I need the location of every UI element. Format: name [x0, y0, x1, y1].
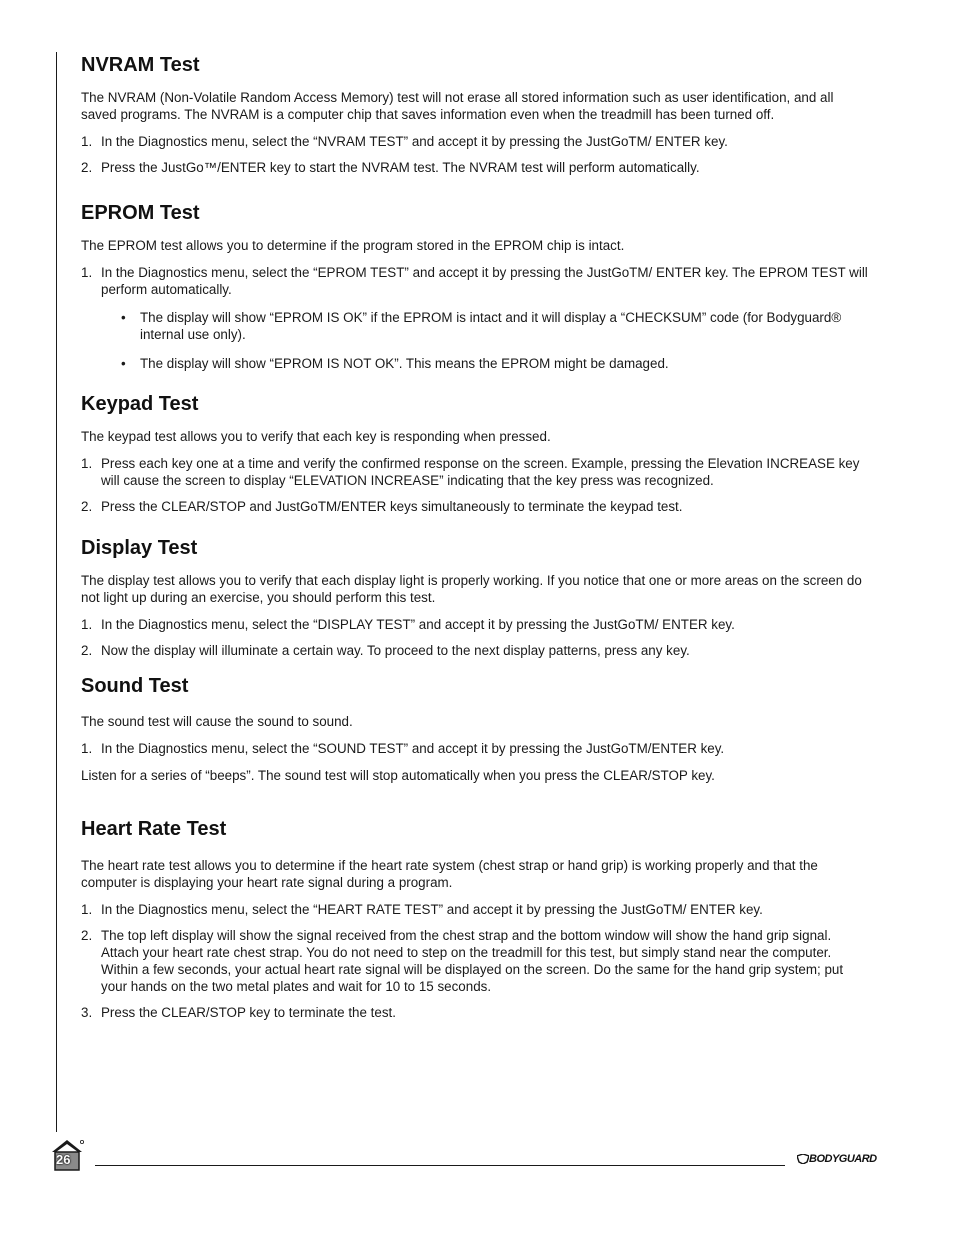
list-item — [81, 901, 871, 918]
list-item — [81, 455, 871, 489]
section-eprom-test — [81, 200, 871, 384]
step-text: In the Diagnostics menu, select the “HEART RATE TEST” and accept it by pressing the JustGoTM/ ENTER key. — [101, 902, 763, 917]
section-intro: The heart rate test allows you to determine if the heart rate system (chest strap or hand grip) is working properly and that the computer is displaying your heart rate signal during a program. — [81, 858, 818, 890]
list-item — [81, 159, 871, 176]
bullet-text: The display will show “EPROM IS OK” if the EPROM is intact and it will display a “CHECKSUM” code (for Bodyguard® internal use only). — [140, 310, 842, 342]
footer-rule — [95, 1165, 785, 1166]
list-item — [81, 498, 871, 515]
section-heart-rate-test — [81, 816, 871, 1030]
step-number: 1. — [81, 617, 93, 632]
bullet-item — [121, 309, 871, 343]
bullet-dot: • — [121, 356, 126, 371]
section-title: NVRAM Test — [81, 54, 200, 76]
step-text: Press the CLEAR/STOP key to terminate the test. — [101, 1005, 396, 1020]
section-intro: The EPROM test allows you to determine if the program stored in the EPROM chip is intact. — [81, 238, 625, 253]
section-title: Keypad Test — [81, 393, 199, 415]
bullet-item — [121, 355, 871, 372]
step-text: In the Diagnostics menu, select the “EPROM TEST” and accept it by pressing the JustGoTM/ ENTER key. The EPROM TEST will perform automatically. — [101, 265, 868, 297]
list-item — [81, 740, 871, 757]
section-title: Display Test — [81, 537, 198, 559]
step-number: 1. — [81, 902, 93, 917]
step-text: Press the CLEAR/STOP and JustGoTM/ENTER keys simultaneously to terminate the keypad test. — [101, 499, 683, 514]
section-intro: The display test allows you to verify that each display light is properly working. If you notice that one or more areas on the screen do not light up during an exercise, you should perform this test. — [81, 573, 862, 605]
step-number: 1. — [81, 741, 93, 756]
brand-name: BODYGUARD — [809, 1153, 877, 1165]
bullet-text: The display will show “EPROM IS NOT OK”. This means the EPROM might be damaged. — [140, 356, 669, 371]
steps-list — [81, 455, 871, 515]
section-title: EPROM Test — [81, 202, 200, 224]
list-item — [81, 616, 871, 633]
step-text: Press each key one at a time and verify the confirmed response on the screen. Example, pressing the Elevation INCREASE key will cause the screen to display “ELEVATION INCREASE” indicating that the key press was recognized. — [101, 456, 860, 488]
step-number: 3. — [81, 1005, 93, 1020]
section-intro: The NVRAM (Non-Volatile Random Access Memory) test will not erase all stored information such as user identification, and all saved programs. The NVRAM is a computer chip that saves information even when the treadmill has been turned off. — [81, 90, 834, 122]
left-margin-rule — [56, 52, 57, 1132]
list-item — [81, 1004, 871, 1021]
section-keypad-test — [81, 391, 871, 524]
bullet-dot: • — [121, 310, 126, 325]
step-text: Now the display will illuminate a certain way. To proceed to the next display patterns, press any key. — [101, 643, 690, 658]
bullet-list — [121, 309, 871, 372]
section-sound-test — [81, 673, 871, 794]
step-number: 2. — [81, 643, 93, 658]
section-title: Sound Test — [81, 675, 189, 697]
step-text: In the Diagnostics menu, select the “SOUND TEST” and accept it by pressing the JustGoTM/ENTER key. — [101, 741, 725, 756]
step-text: In the Diagnostics menu, select the “DISPLAY TEST” and accept it by pressing the JustGoTM/ ENTER key. — [101, 617, 735, 632]
brand-logo — [797, 1150, 877, 1168]
steps-list — [81, 264, 871, 372]
step-number: 1. — [81, 265, 93, 280]
step-text: Press the JustGo™/ENTER key to start the NVRAM test. The NVRAM test will perform automatically. — [101, 160, 700, 175]
shield-icon — [797, 1154, 809, 1164]
list-item — [81, 642, 871, 659]
section-intro: The sound test will cause the sound to sound. — [81, 714, 353, 729]
section-outro: Listen for a series of “beeps”. The sound test will stop automatically when you press the CLEAR/STOP key. — [81, 768, 715, 783]
step-number: 2. — [81, 499, 93, 514]
steps-list — [81, 133, 871, 176]
list-item — [81, 927, 871, 995]
section-intro: The keypad test allows you to verify that each key is responding when pressed. — [81, 429, 551, 444]
steps-list — [81, 616, 871, 659]
list-item — [81, 264, 871, 372]
section-nvram-test — [81, 52, 871, 185]
step-number: 2. — [81, 928, 93, 943]
step-text: The top left display will show the signal received from the chest strap and the bottom window will show the hand grip signal. Attach your heart rate chest strap. You do not need to step on the treadmill for this test, but simply stand near the computer. Within a few seconds, your actual heart rate signal will be displayed on the screen. Do the same for the hand grip system; put your hands on the two metal plates and wait for 10 to 15 seconds. — [101, 928, 844, 994]
step-number: 1. — [81, 456, 93, 471]
section-title: Heart Rate Test — [81, 818, 227, 840]
step-text: In the Diagnostics menu, select the “NVRAM TEST” and accept it by pressing the JustGoTM/ ENTER key. — [101, 134, 728, 149]
step-number: 1. — [81, 134, 93, 149]
page-number: 26 — [56, 1152, 71, 1167]
list-item — [81, 133, 871, 150]
steps-list — [81, 740, 871, 757]
steps-list — [81, 901, 871, 1021]
section-display-test — [81, 535, 871, 668]
step-number: 2. — [81, 160, 93, 175]
